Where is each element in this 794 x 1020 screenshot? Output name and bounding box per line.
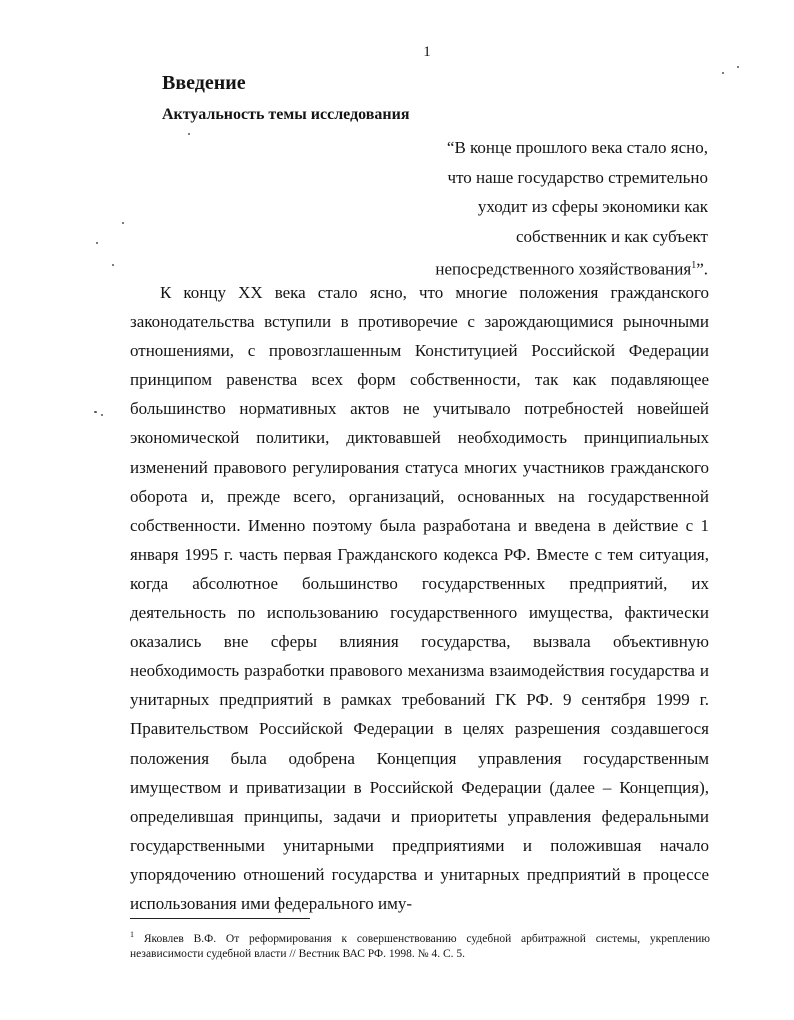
page-number: 1 [423, 44, 431, 60]
footnote-mark: 1 [130, 930, 134, 939]
epigraph-line: собственник и как субъект [516, 226, 708, 246]
scan-speck [188, 133, 190, 135]
epigraph-line: уходит из сферы экономики как [477, 197, 708, 216]
epigraph-closing-quote: ”. [696, 259, 708, 279]
section-subheading: Актуальность темы исследования [162, 106, 410, 123]
epigraph-line: “В конце прошлого века стало ясно, [446, 138, 708, 157]
epigraph [435, 133, 708, 284]
scan-speck [122, 222, 124, 224]
scan-speck [722, 72, 724, 74]
epigraph-line-text: непосредственного хозяйствования [435, 259, 692, 279]
footnote-reference[interactable]: 1 [691, 260, 697, 271]
page-title: Введение [162, 72, 246, 94]
footnote-separator [130, 918, 310, 919]
scan-speck [112, 264, 114, 266]
footnote-text: Яковлев В.Ф. От реформирования к совершенствованию судебной арбитражной системы, укреплению независимости судебной власти // Вестник ВАС РФ. 1998. № 4. С. 5. [130, 932, 711, 960]
scan-speck [96, 242, 98, 244]
scan-speck [94, 411, 97, 413]
scan-speck [101, 414, 103, 416]
body-paragraph: К концу XX века стало ясно, что многие положения гражданского законодательства вступили в противоречие с зарождающимися рыночными отношениями, с провозглашенным Конституцией Российской Федерации принципом равенства всех форм собственности, так как подавляющее большинство нормативных актов не учитывало потребностей новейшей экономической политики, диктовавшей необходимость принципиальных изменений правового регулирования статуса многих участников гражданского оборота и, прежде всего, организаций, основанных на государственной собственности. Именно поэтому была разработана и введена в действие с 1 января 1995 г. часть первая Гражданского кодекса РФ. Вместе с тем ситуация, когда абсолютное большинство государственных предприятий, их деятельность по использованию государственного имущества, фактически оказались вне сферы влияния государства, вызвала объективную необходимость разработки правового механизма взаимодействия государства и унитарных предприятий в рамках требований ГК РФ. 9 сентября 1999 г. Правительством Российской Федерации в целях разрешения создавшегося положения была одобрена Концепция управления государственным имуществом и приватизации в Российской Федерации (далее – Концепция), определившая принципы, задачи и приоритеты управления федеральными государственными унитарными предприятиями и положившая начало упорядочению отношений государства и унитарных предприятий в процессе использования ими федерального иму- [130, 283, 709, 913]
footnote [130, 927, 710, 962]
scan-speck [737, 66, 739, 68]
epigraph-line: что наше государство стремительно [447, 167, 708, 187]
